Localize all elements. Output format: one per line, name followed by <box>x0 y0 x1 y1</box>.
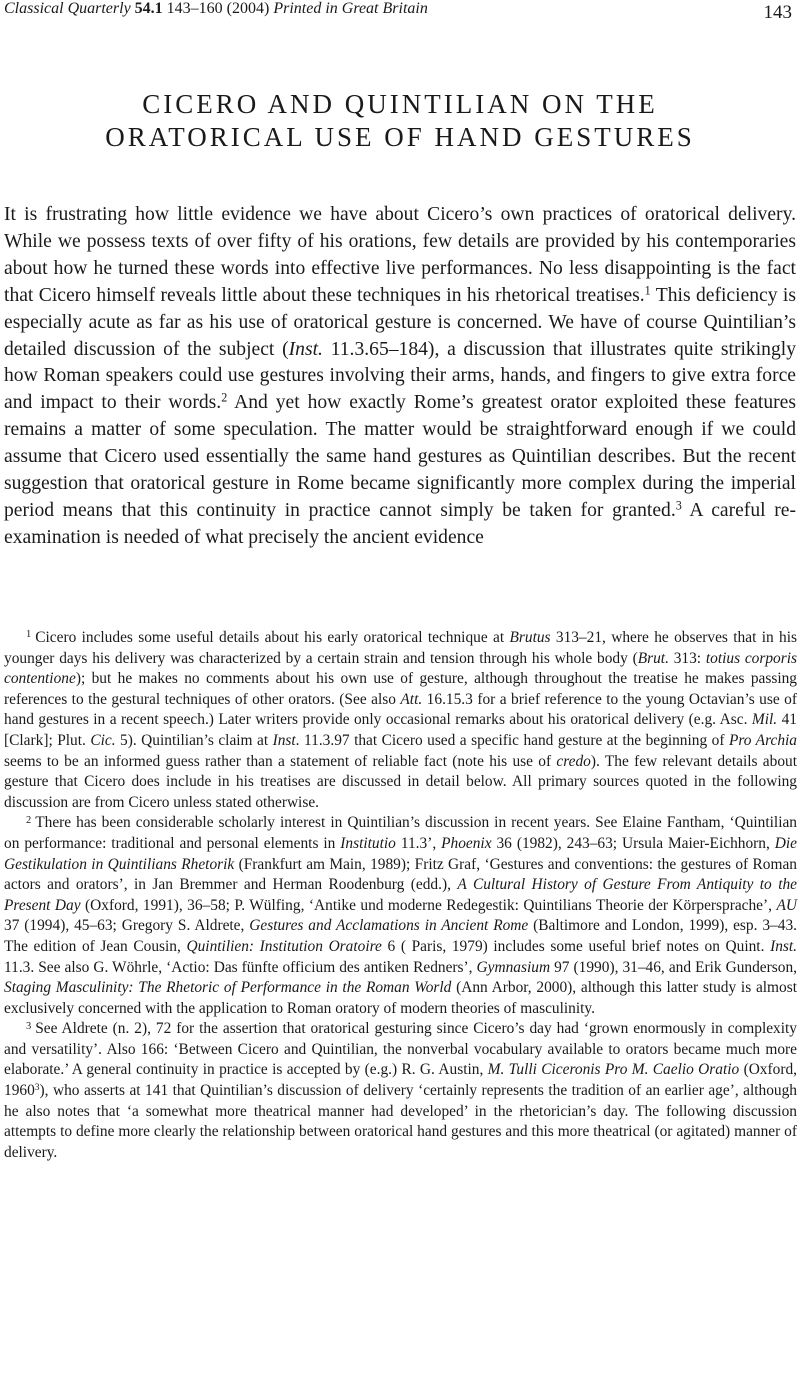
footnote-italic: Pro Archia <box>728 731 797 749</box>
page-number: 143 <box>763 2 792 23</box>
body-segment: 11.3.65–184), a discussion that illustrates quite strikingly how Roman speakers could use gestures involving their arms, hands, and fingers to give extra force and impact to their words. <box>4 338 796 414</box>
footnote-italic: Cic. <box>90 731 116 749</box>
footnote-segment: 37 (1994), 45–63; Gregory S. Aldrete, <box>4 917 250 935</box>
footnote-italic: AU <box>776 896 797 914</box>
footnote-segment: (Baltimore and London, 1999), esp. 3–43. The edition of Jean Cousin, <box>4 917 797 955</box>
footnote-number: 1 <box>26 629 32 641</box>
footnote-ref-1[interactable]: 1 <box>644 283 651 298</box>
footnote-italic: Gymnasium <box>476 958 551 976</box>
journal-citation <box>4 0 428 18</box>
footnote-italic: Mil. <box>751 711 778 729</box>
footnote-ref-3[interactable]: 3 <box>675 498 682 513</box>
footnotes <box>4 628 797 1163</box>
footnote-3 <box>4 1019 797 1163</box>
journal-name: Classical Quarterly <box>4 0 131 17</box>
footnote-italic: Brutus <box>509 629 551 646</box>
footnote-segment: (Ann Arbor, 2000), although this latter study is almost exclusively concerned with the application to Roman oratory of modern theories of masculinity. <box>4 979 797 1017</box>
footnote-segment: See Aldrete (n. 2), 72 for the assertion that oratorical gesturing since Cicero’s day had ‘grown enormously in complexity and versatility’. Also 166: ‘Between Cicero and Quintilian, the nonverbal vocabulary available to orators became much more elaborate.’ A general continuity in practice is accepted by (e.g.) R. G. Austin, <box>4 1020 797 1079</box>
footnote-segment: ); but he makes no comments about his own use of gesture, although throughout the treatise he makes passing references to the gestural techniques of other orators. (See also <box>4 670 797 708</box>
footnote-2 <box>4 813 797 1019</box>
running-header <box>0 0 800 24</box>
footnote-segment: 313–21, where he observes that in his younger days his delivery was characterized by a certain strain and tension through his whole body ( <box>4 629 797 667</box>
footnote-italic: Institutio <box>340 834 396 852</box>
footnote-italic: Die Gestikulation in Quintilians Rhetorik <box>4 834 797 873</box>
footnote-number: 2 <box>26 814 32 826</box>
footnote-italic: Att. <box>400 690 423 708</box>
footnote-italic: Gestures and Acclamations in Ancient Rome <box>249 917 529 935</box>
article-title <box>0 88 800 154</box>
footnote-italic: Brut. <box>637 649 669 667</box>
footnote-italic: Inst <box>272 731 296 749</box>
footnote-segment: 97 (1990), 31–46, and Erik Gunderson, <box>550 958 797 976</box>
footnote-1 <box>4 628 797 813</box>
body-segment: And yet how exactly Rome’s greatest orator exploited these features remains a matter of some speculation. The matter would be straightforward enough if we could assume that Cicero used essentially the same hand gestures as Quintilian describes. But the recent suggestion that oratorical gesture in Rome became significantly more complex during the imperial period means that this continuity in practice cannot simply be taken for granted. <box>4 392 796 521</box>
body-italic: Inst. <box>288 338 323 360</box>
edition-superscript: 3 <box>34 1081 40 1093</box>
footnote-segment: (Oxford, 1991), 36–58; P. Wülfing, ‘Antike und moderne Redegestik: Quintilians Theorie der Körpersprache’, <box>80 896 777 914</box>
footnote-segment: There has been considerable scholarly interest in Quintilian’s discussion in recent years. See Elaine Fantham, ‘Quintilian on performance: traditional and personal elements in <box>4 814 797 852</box>
footnote-italic: Inst. <box>770 937 797 955</box>
journal-printed: Printed in Great Britain <box>273 0 428 17</box>
body-segment: It is frustrating how little evidence we have about Cicero’s own practices of oratorical delivery. While we possess texts of over fifty of his orations, few details are provided by his contemporaries about how he turned these words into effective live performances. No less disappointing is the fact that Cicero himself reveals little about these techniques in his rhetorical treatises. <box>4 204 796 306</box>
body-segment: A careful re-examination is needed of what precisely the ancient evidence <box>4 499 797 548</box>
footnote-segment: (Oxford, 1960 <box>4 1061 797 1100</box>
footnote-segment: seems to be an informed guess rather than a statement of reliable fact (note his use of <box>4 752 557 770</box>
body-segment: This deficiency is especially acute as far as his use of oratorical gesture is concerned. We have of course Quintilian’s detailed discussion of the subject ( <box>4 284 796 360</box>
footnote-segment: 36 (1982), 243–63; Ursula Maier-Eichhorn, <box>491 834 775 852</box>
footnote-italic: totius corporis contentione <box>4 649 798 688</box>
footnote-segment: 11.3. See also G. Wöhrle, ‘Actio: Das fünfte officium des antiken Redners’, <box>4 958 477 976</box>
footnote-ref-2[interactable]: 2 <box>221 390 228 405</box>
footnote-italic: Staging Masculinity: The Rhetoric of Performance in the Roman World <box>4 979 452 997</box>
footnote-segment: Cicero includes some useful details about his early oratorical technique at <box>35 629 510 646</box>
journal-volume: 54.1 <box>134 0 163 17</box>
footnote-segment: ). The few relevant details about gesture that Cicero does include in his treatises are discussed in detail below. All primary sources quoted in the following discussion are from Cicero unless stated otherwise. <box>4 752 797 811</box>
footnote-segment: ), who asserts at 141 that Quintilian’s discussion of delivery ‘certainly represents the tradition of an earlier age’, although he also notes that ‘a somewhat more theatrical manner had developed’ in the rhetorician’s day. The following discussion attempts to define more clearly the relationship between oratorical hand gestures and this more theatrical (or agitated) manner of delivery. <box>4 1082 797 1161</box>
body-paragraph <box>4 202 796 552</box>
footnote-italic: Quintilien: Institution Oratoire <box>186 937 382 955</box>
title-line-1: CICERO AND QUINTILIAN ON THE <box>142 89 658 119</box>
footnote-segment: 11.3’, <box>395 834 442 852</box>
footnote-segment: 313: <box>668 649 706 667</box>
footnote-segment: . 11.3.97 that Cicero used a specific hand gesture at the beginning of <box>295 731 729 749</box>
footnote-italic: Phoenix <box>441 834 492 852</box>
journal-pages: 143–160 (2004) <box>166 0 270 17</box>
footnote-segment: 6 ( Paris, 1979) includes some useful brief notes on Quint. <box>381 937 771 955</box>
body-text <box>4 202 796 552</box>
footnote-segment: 5). Quintilian’s claim at <box>115 731 273 749</box>
footnote-number: 3 <box>26 1020 32 1032</box>
title-line-2: ORATORICAL USE OF HAND GESTURES <box>105 122 695 152</box>
footnote-italic: M. Tulli Ciceronis Pro M. Caelio Oratio <box>487 1061 740 1079</box>
footnote-segment: (Frankfurt am Main, 1989); Fritz Graf, ‘Gestures and conventions: the gestures of Roman actors and orators’, in Jan Bremmer and Herman Roodenburg (edd.), <box>4 855 797 894</box>
footnote-segment: 16.15.3 for a brief reference to the young Octavian’s use of hand gestures in a recent speech.) Later writers provide only occasional remarks about his oratorical delivery (e.g. Asc. <box>4 690 797 729</box>
footnote-italic: A Cultural History of Gesture From Antiquity to the Present Day <box>4 876 797 914</box>
footnote-italic: credo <box>556 752 591 770</box>
footnote-segment: 41 [Clark]; Plut. <box>4 711 797 749</box>
